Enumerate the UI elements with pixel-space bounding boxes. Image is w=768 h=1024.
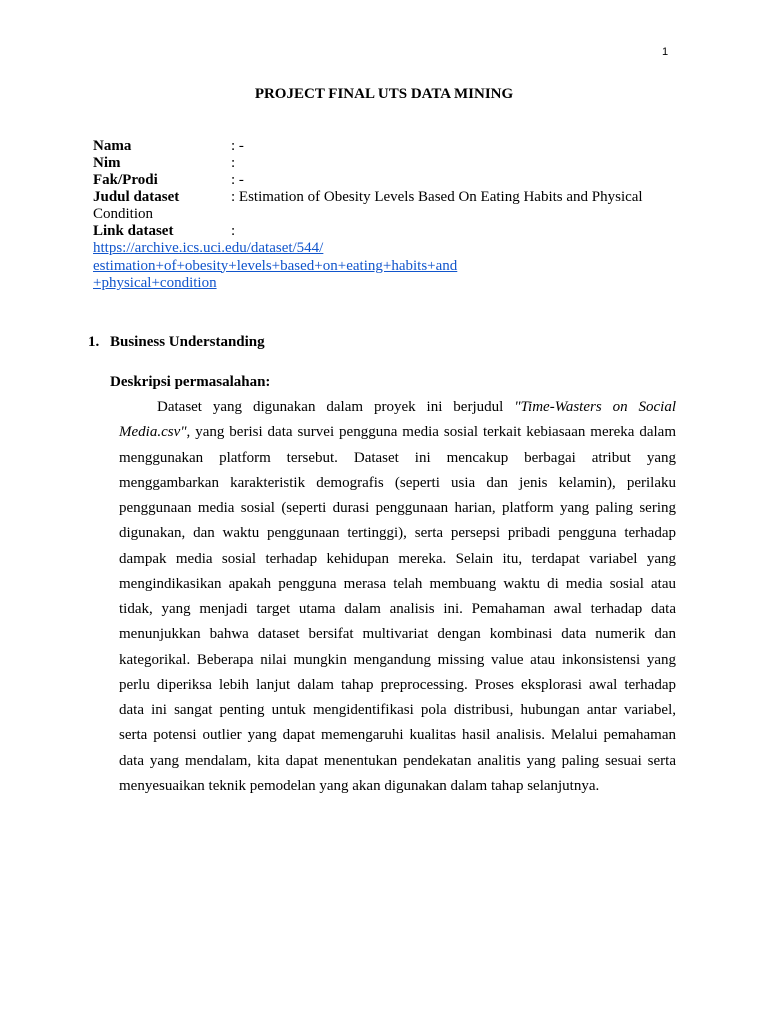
paragraph-line: mengindikasikan apakah pengguna merasa telah membuang waktu di media sosial atau bbox=[119, 575, 676, 592]
link-dataset-label: Link dataset bbox=[93, 223, 174, 239]
info-row-judul bbox=[93, 189, 683, 206]
paragraph-line: menggambarkan karakteristik demografis (seperti usia dan jenis kelamin), perilaku bbox=[119, 474, 676, 491]
section-title: Business Understanding bbox=[110, 334, 265, 350]
paragraph-line: Dataset yang digunakan dalam proyek ini berjudul "Time-Wasters on Social bbox=[157, 399, 676, 415]
judul-dataset-label: Judul dataset bbox=[93, 189, 180, 205]
section-number: 1. bbox=[88, 334, 100, 350]
paragraph-line: serta potensi outlier yang dapat memengaruhi kualitas hasil analisis. Melalui pemahaman bbox=[119, 727, 676, 743]
info-row-link bbox=[93, 223, 683, 240]
paragraph-line: perlu diperiksa lebih lanjut dalam tahap preprocessing. Proses eksplorasi awal terhadap bbox=[119, 676, 676, 693]
nim-label: Nim bbox=[93, 155, 121, 171]
dataset-info bbox=[93, 138, 683, 293]
paragraph-line: menunjukkan bahwa dataset bersifat multivariat dengan kombinasi data numerik dan bbox=[119, 626, 676, 642]
page-title: PROJECT FINAL UTS DATA MINING bbox=[254, 86, 514, 102]
section-heading bbox=[88, 334, 265, 351]
italic-filename: "Time-Wasters on Social bbox=[514, 399, 676, 415]
paragraph-line: dampak media sosial terhadap kehidupan mereka. Selain itu, terdapat variabel yang bbox=[119, 550, 676, 567]
paragraph-line: data yang mendalam, kita dapat menentukan pendekatan analitis yang paling sesuai serta bbox=[119, 752, 676, 769]
dataset-link-line[interactable]: estimation+of+obesity+levels+based+on+eating+habits+and bbox=[93, 257, 458, 274]
paragraph-line: data ini sangat penting untuk mengidentifikasi pola distribusi, hubungan antar variabel, bbox=[119, 702, 676, 718]
nama-value: : - bbox=[231, 138, 244, 154]
paragraph-line: menyesuaikan teknik pemodelan yang akan digunakan dalam tahap selanjutnya. bbox=[119, 777, 600, 794]
link-dataset-value: : bbox=[231, 223, 236, 239]
page-number: 1 bbox=[662, 46, 669, 58]
paragraph-line: penggunaan media sosial (seperti durasi penggunaan harian, platform yang paling sering bbox=[119, 500, 676, 516]
info-row-nama bbox=[93, 138, 683, 155]
nim-value: : bbox=[231, 155, 236, 171]
info-row-fak-prodi bbox=[93, 172, 683, 189]
dataset-link-line[interactable]: https://archive.ics.uci.edu/dataset/544/ bbox=[93, 240, 324, 256]
paragraph-line: kategorikal. Beberapa nilai mungkin mengandung missing value atau inkonsistensi yang bbox=[119, 651, 676, 668]
dataset-link[interactable] bbox=[93, 240, 683, 293]
subheading: Deskripsi permasalahan: bbox=[110, 374, 271, 390]
judul-dataset-continuation: Condition bbox=[93, 206, 154, 222]
info-row-nim bbox=[93, 155, 683, 172]
italic-filename: Media.csv" bbox=[119, 424, 187, 440]
fak-prodi-label: Fak/Prodi bbox=[93, 172, 158, 188]
paragraph-line: Media.csv", yang berisi data survei pengguna media sosial terkait kebiasaan mereka dalam bbox=[119, 424, 676, 440]
nama-label: Nama bbox=[93, 138, 132, 154]
fak-prodi-value: : - bbox=[231, 172, 244, 188]
dataset-link-line[interactable]: +physical+condition bbox=[93, 275, 217, 291]
paragraph-line: tidak, yang menjadi target utama dalam analisis ini. Pemahaman awal terhadap data bbox=[119, 601, 676, 617]
judul-dataset-value: : Estimation of Obesity Levels Based On Eating Habits and Physical bbox=[231, 189, 643, 205]
paragraph-line: digunakan, dan waktu penggunaan tertinggi), serta persepsi pribadi pengguna terhadap bbox=[119, 525, 676, 541]
paragraph-line: menggunakan platform tersebut. Dataset ini mencakup berbagai atribut yang bbox=[119, 449, 676, 466]
